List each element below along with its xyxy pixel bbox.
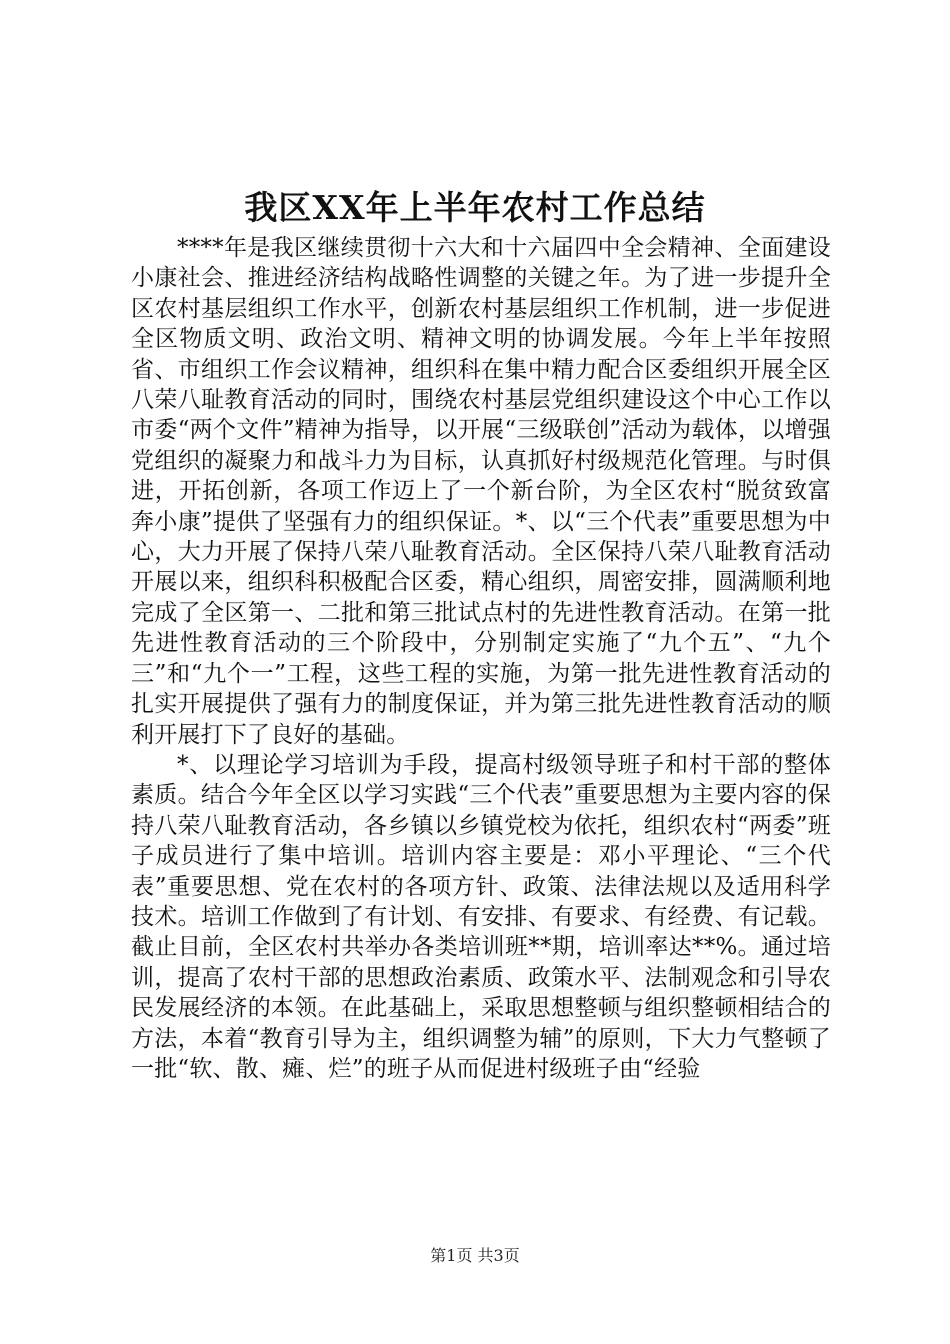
paragraph-2: *、以理论学习培训为手段，提高村级领导班子和村干部的整体素质。结合今年全区以学习实践“三个代表”重要思想为主要内容的保持八荣八耻教育活动，各乡镇以乡镇党校为依托，组织农村“两委”班子成员进行了集中培训。培训内容主要是：邓小平理论、“三个代表”重要思想、党在农村的各项方针、政策、法律法规以及适用科学技术。培训工作做到了有计划、有安排、有要求、有经费、有记载。截止目前，全区农村共举办各类培训班**期，培训率达**%。通过培训，提高了农村干部的思想政治素质、政策水平、法制观念和引导农民发展经济的本领。在此基础上，采取思想整顿与组织整顿相结合的方法，本着“教育引导为主，组织调整为辅”的原则，下大力气整顿了一批“软、散、瘫、烂”的班子从而促进村级班子由“经验 xyxy=(131,751,831,1082)
document-body xyxy=(131,233,831,1084)
page-number-footer: 第1页 共3页 xyxy=(430,1246,520,1265)
document-title: 我区XX年上半年农村工作总结 xyxy=(244,188,706,227)
paragraph-1: ****年是我区继续贯彻十六大和十六届四中全会精神、全面建设小康社会、推进经济结构战略性调整的关键之年。为了进一步提升全区农村基层组织工作水平，创新农村基层组织工作机制，进一步促进全区物质文明、政治文明、精神文明的协调发展。今年上半年按照省、市组织工作会议精神，组织科在集中精力配合区委组织开展全区八荣八耻教育活动的同时，围绕农村基层党组织建设这个中心工作以市委“两个文件”精神为指导，以开展“三级联创”活动为载体，以增强党组织的凝聚力和战斗力为目标，认真抓好村级规范化管理。与时俱进，开拓创新，各项工作迈上了一个新台阶，为全区农村“脱贫致富奔小康”提供了坚强有力的组织保证。*、以“三个代表”重要思想为中心，大力开展了保持八荣八耻教育活动。全区保持八荣八耻教育活动开展以来，组织科积极配合区委，精心组织，周密安排，圆满顺利地完成了全区第一、二批和第三批试点村的先进性教育活动。在第一批先进性教育活动的三个阶段中，分别制定实施了“九个五”、“九个三”和“九个一”工程，这些工程的实施，为第一批先进性教育活动的扎实开展提供了强有力的制度保证，并为第三批先进性教育活动的顺利开展打下了良好的基础。 xyxy=(131,235,831,748)
